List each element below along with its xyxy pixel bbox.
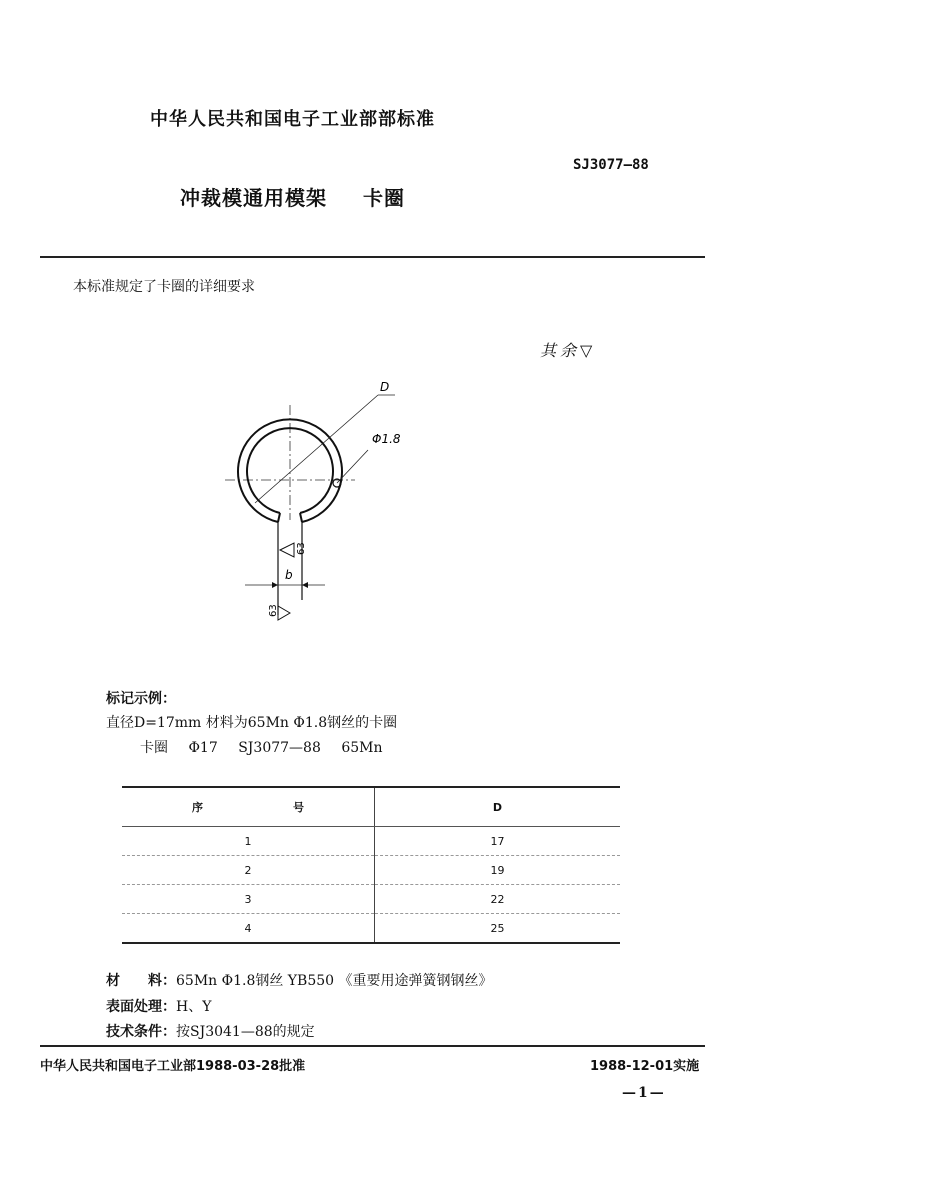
material-label: 材 料： xyxy=(106,973,176,989)
dimension-b-label: b xyxy=(285,568,293,582)
example-marking xyxy=(140,737,398,757)
cell-d: 25 xyxy=(375,914,621,944)
marking-part: 卡圈 xyxy=(140,740,168,756)
wire-diameter-label: Φ1.8 xyxy=(372,432,401,446)
snap-ring-drawing xyxy=(200,375,401,635)
table-row xyxy=(122,885,620,914)
implementation-date: 1988-12-01实施 xyxy=(590,1059,700,1074)
cell-d: 22 xyxy=(375,885,621,914)
marking-part: 65Mn xyxy=(341,740,383,756)
table-row xyxy=(122,827,620,856)
roughness-value-1: 63 xyxy=(296,542,307,555)
page-title xyxy=(180,182,405,211)
scope-statement: 本标准规定了卡圈的详细要求 xyxy=(73,279,255,295)
cell-d: 17 xyxy=(490,834,505,848)
marking-part: SJ3077—88 xyxy=(238,740,321,756)
cell-no: 2 xyxy=(122,856,375,885)
issuing-organization: 中华人民共和国电子工业部部标准 xyxy=(150,109,435,130)
header-rule xyxy=(40,256,705,258)
header-no-char-1: 序 xyxy=(192,801,203,814)
footer-rule xyxy=(40,1045,705,1047)
page-number: —1— xyxy=(622,1085,666,1101)
surface-label: 表面处理： xyxy=(106,999,176,1015)
technical-conditions xyxy=(106,1021,315,1041)
title-main: 冲裁模通用模架 xyxy=(180,186,327,210)
cell-no: 4 xyxy=(122,914,375,944)
title-part: 卡圈 xyxy=(363,186,405,210)
column-header-no xyxy=(122,787,375,827)
tech-value: 按SJ3041—88的规定 xyxy=(176,1024,315,1040)
table-row xyxy=(122,914,620,944)
roughness-note: 其余▽ xyxy=(540,341,597,360)
table-header-row xyxy=(122,787,620,827)
column-header-d: D xyxy=(375,787,621,827)
dimension-D-label: D xyxy=(380,380,390,394)
cell-d: 19 xyxy=(375,856,621,885)
tech-label: 技术条件： xyxy=(106,1024,176,1040)
approval-date: 中华人民共和国电子工业部1988-03-28批准 xyxy=(40,1059,306,1074)
marking-part: Φ17 xyxy=(188,740,218,756)
material-spec xyxy=(106,970,493,990)
material-value: 65Mn Φ1.8钢丝 YB550 《重要用途弹簧钢钢丝》 xyxy=(176,973,493,989)
standard-code: SJ3077—88 xyxy=(573,157,649,173)
example-heading: 标记示例： xyxy=(106,691,176,707)
surface-value: H、Y xyxy=(176,999,212,1015)
cell-no: 1 xyxy=(122,827,375,856)
example-description: 直径D=17mm 材料为65Mn Φ1.8钢丝的卡圈 xyxy=(106,715,398,731)
table-row xyxy=(122,856,620,885)
roughness-value-2: 63 xyxy=(268,604,279,617)
cell-no: 3 xyxy=(122,885,375,914)
header-no-char-2: 号 xyxy=(293,801,304,814)
surface-treatment xyxy=(106,996,211,1016)
dimension-table xyxy=(122,786,620,944)
